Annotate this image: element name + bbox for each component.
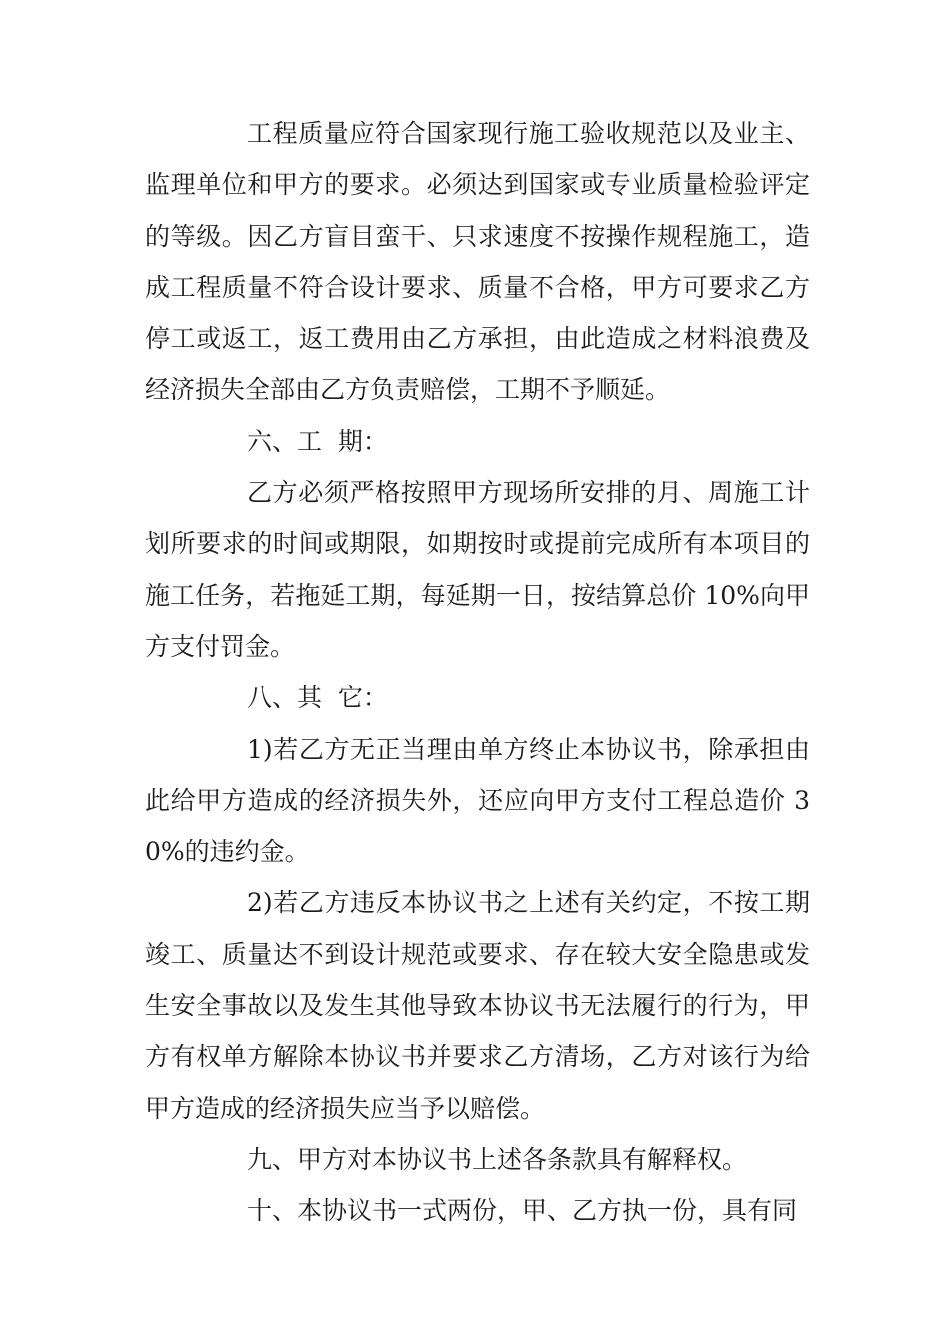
section-6-heading: 六、工 期： [247, 426, 388, 456]
clause-schedule-text: 乙方必须严格按照甲方现场所安排的月、周施工计划所要求的时间或期限，如期按时或提前完成所有本项目的施工任务，若拖延工期，每延期一日，按结算总价 10%向甲方支付罚金。 [145, 478, 810, 661]
section-8-heading: 八、其 它： [247, 683, 388, 713]
clause-8-1-text: 1)若乙方无正当理由单方终止本协议书，除承担由此给甲方造成的经济损失外，还应向甲方支付工程总造价 30%的违约金。 [145, 734, 810, 867]
clause-quality-text: 工程质量应符合国家现行施工验收规范以及业主、监理单位和甲方的要求。必须达到国家或专业质量检验评定的等级。因乙方盲目蛮干、只求速度不按操作规程施工，造成工程质量不符合设计要求、质量不合格，甲方可要求乙方停工或返工，返工费用由乙方承担，由此造成之材料浪费及经济损失全部由乙方负责赔偿，工期不予顺延。 [145, 119, 810, 405]
section-10-text: 十、本协议书一式两份，甲、乙方执一份，具有同 [247, 1196, 798, 1226]
document-body [145, 108, 810, 1237]
clause-8-2-text: 2)若乙方违反本协议书之上述有关约定，不按工期竣工、质量达不到设计规范或要求、存在较大安全隐患或发生安全事故以及发生其他导致本协议书无法履行的行为，甲方有权单方解除本协议书并要求乙方清场，乙方对该行为给甲方造成的经济损失应当予以赔偿。 [145, 888, 810, 1123]
section-9-text: 九、甲方对本协议书上述各条款具有解释权。 [247, 1144, 748, 1174]
